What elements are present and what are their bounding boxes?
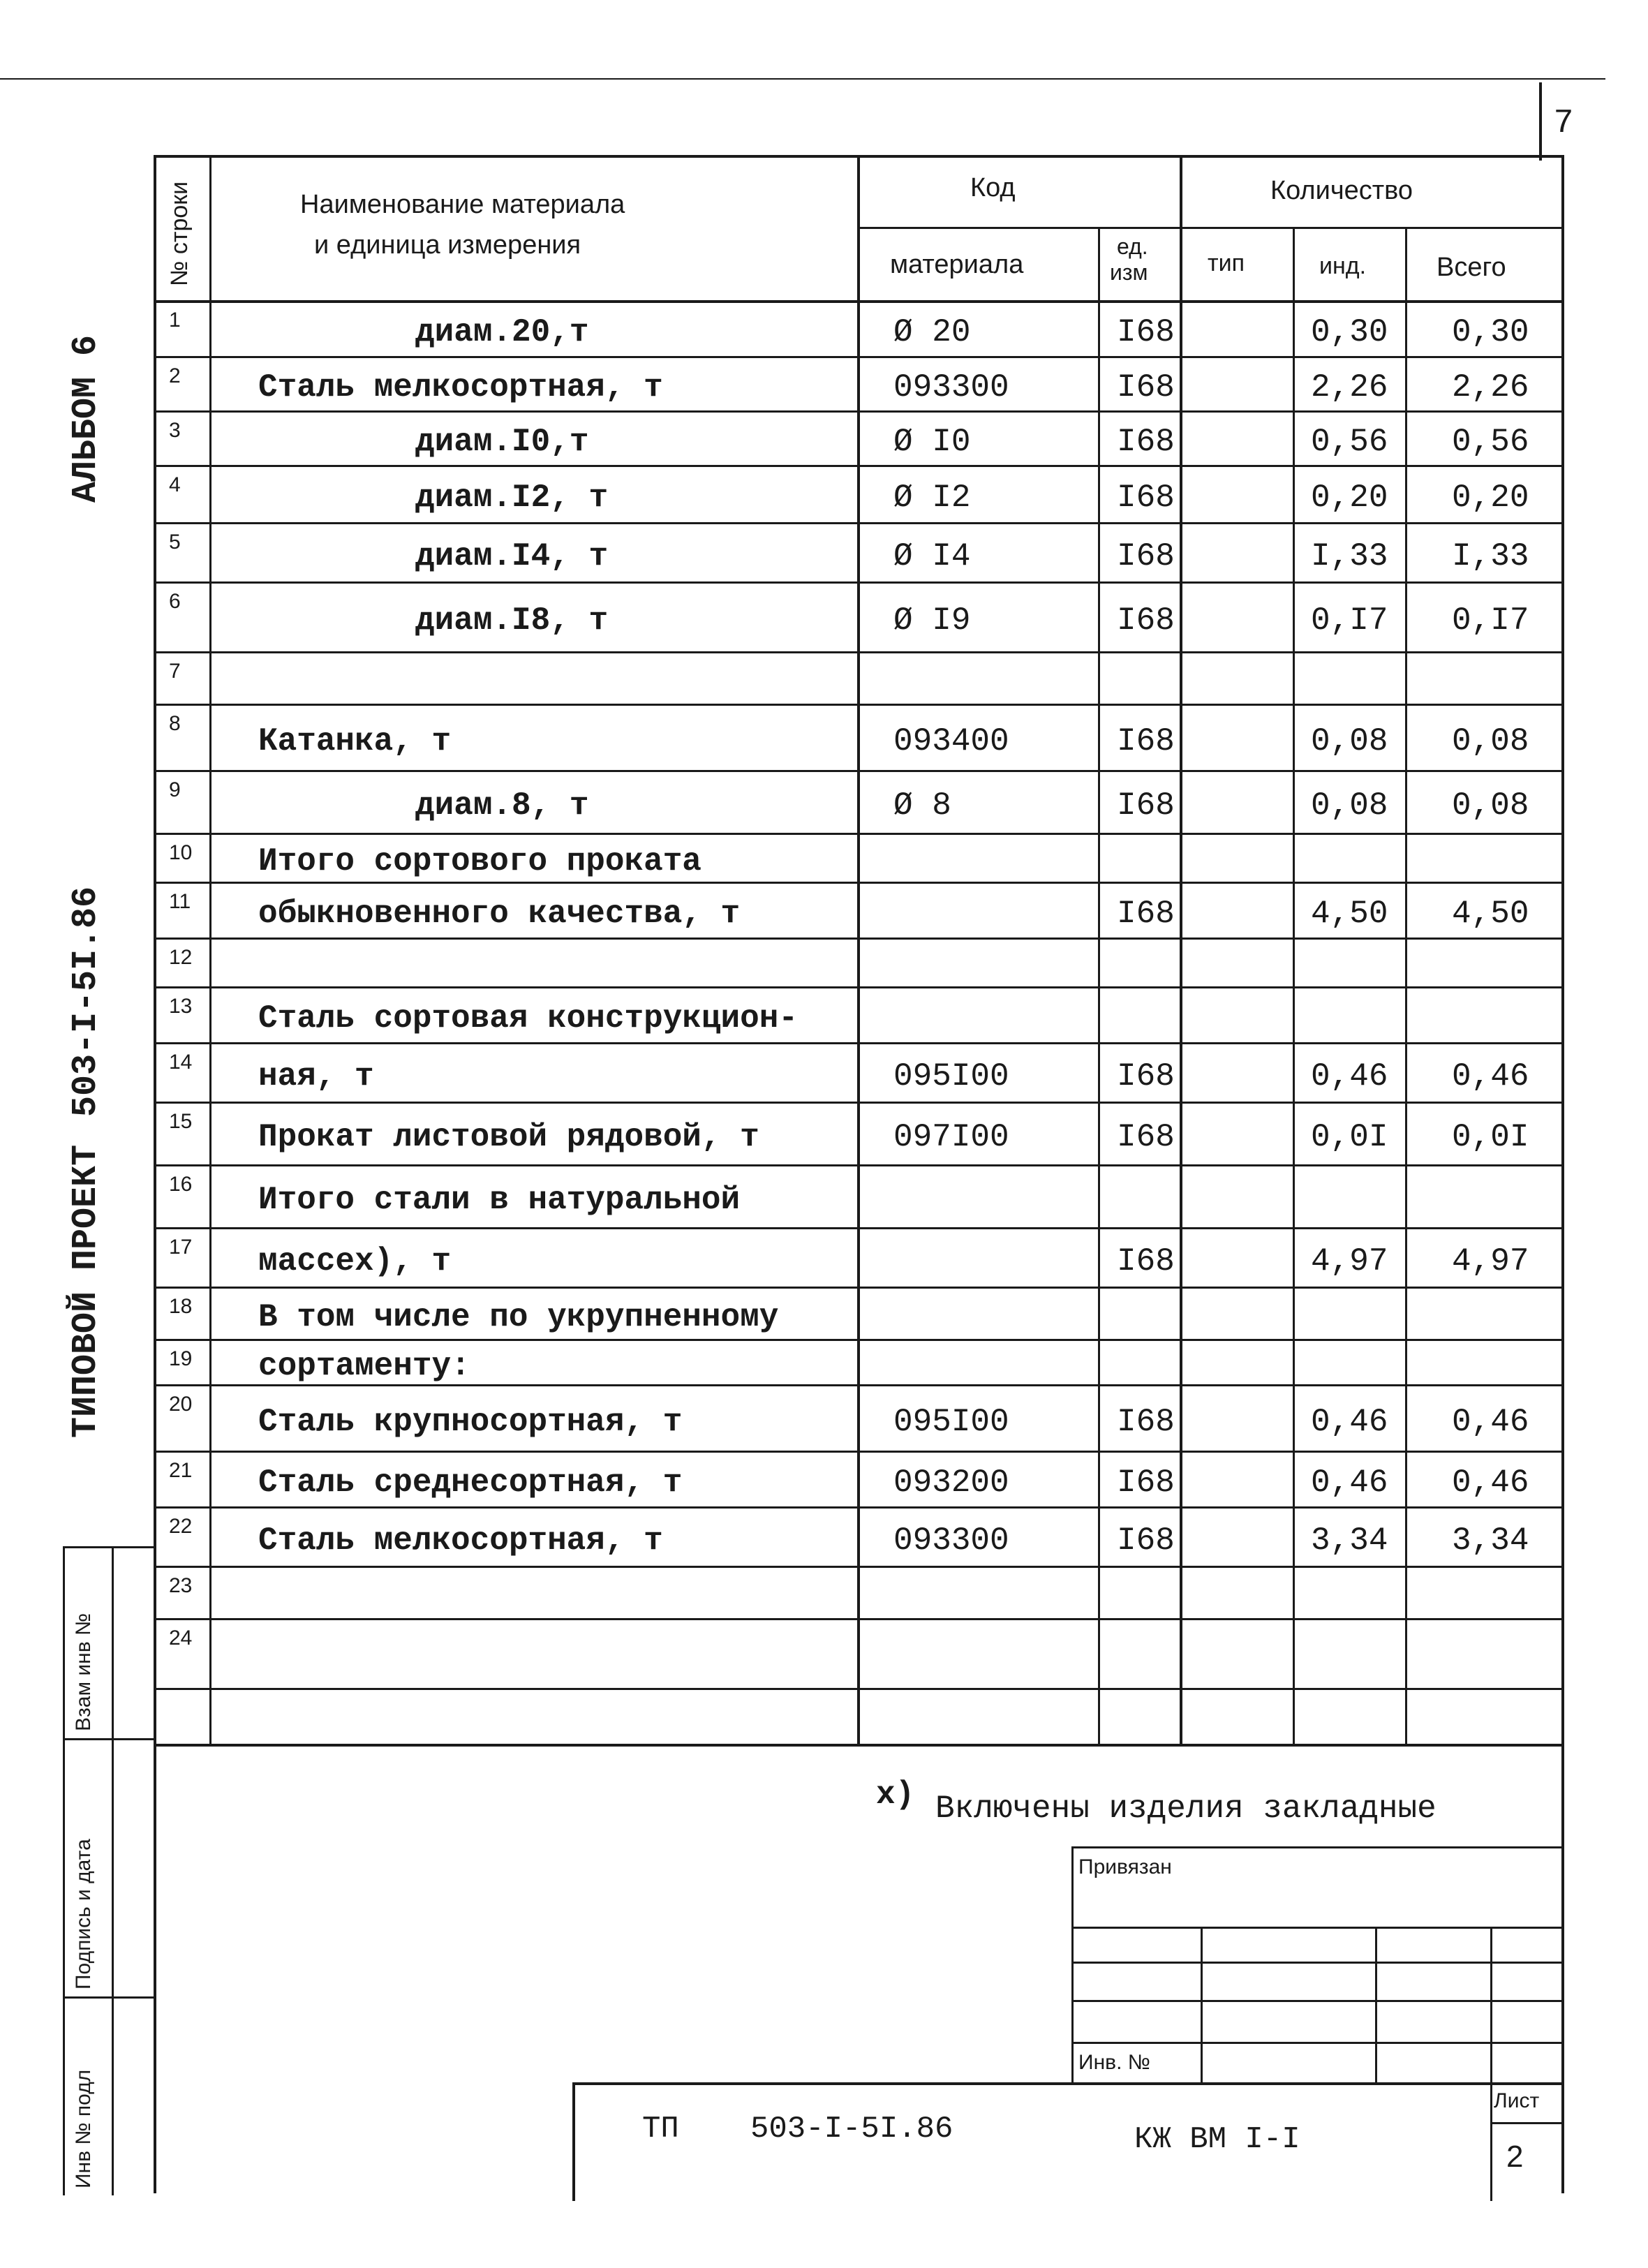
row-unit: I68 [1117,314,1175,350]
footnote-text: Включены изделия закладные [935,1791,1437,1827]
tp-label: ТП [642,2112,679,2147]
row-material-code: 097I00 [893,1119,1009,1155]
row-total: 0,0I [1452,1119,1529,1155]
row-ind: 0,46 [1311,1058,1388,1095]
row-number: 24 [169,1626,193,1650]
row-ind: 0,0I [1311,1119,1388,1155]
name-header-line1: Наименование материала [300,190,625,219]
row-name: Сталь среднесортная, т [258,1465,683,1501]
row-total: 3,34 [1452,1522,1529,1559]
row-material-code: 095I00 [893,1058,1009,1095]
row-ind: 2,26 [1311,369,1388,406]
footnote-marker: x) [876,1777,915,1813]
row-number: 8 [169,712,181,735]
quantity-header: Количество [1270,176,1413,205]
row-number: 4 [169,473,181,496]
row-name: обыкновенного качества, т [258,896,741,932]
row-material-code: Ø 20 [893,314,971,350]
row-number: 19 [169,1347,193,1370]
privyazan-label: Привязан [1078,1855,1172,1878]
row-total: 0,I7 [1452,602,1529,639]
row-material-code: 093400 [893,723,1009,759]
row-total: 4,50 [1452,896,1529,932]
row-total: 0,20 [1452,480,1529,516]
row-number: 13 [169,995,193,1018]
page-number: 7 [1553,105,1574,142]
name-header-line2: и единица измерения [314,230,581,260]
row-unit: I68 [1117,538,1175,575]
row-number: 10 [169,841,193,864]
row-ind: 0,08 [1311,787,1388,824]
row-material-code: Ø 8 [893,787,951,824]
row-material-code: 093200 [893,1465,1009,1501]
row-number: 14 [169,1051,193,1074]
ind-header: инд. [1319,253,1367,279]
row-name: Прокат листовой рядовой, т [258,1119,759,1155]
row-total: 0,46 [1452,1404,1529,1440]
row-total: 0,30 [1452,314,1529,350]
row-ind: 0,I7 [1311,602,1388,639]
row-unit: I68 [1117,1404,1175,1440]
row-material-code: Ø I0 [893,424,971,460]
total-header: Всего [1437,253,1506,282]
row-number: 9 [169,778,181,801]
row-material-code: Ø I9 [893,602,971,639]
project-code-label: 503-I-5I.86 [66,886,106,1117]
row-material-code: Ø I4 [893,538,971,575]
row-name: диам.20,т [415,314,589,350]
row-total: I,33 [1452,538,1529,575]
row-material-code: 093300 [893,369,1009,406]
type-header: тип [1208,250,1245,276]
row-total: 2,26 [1452,369,1529,406]
sheet-number: 2 [1506,2140,1524,2174]
row-material-code: Ø I2 [893,480,971,516]
row-unit: I68 [1117,787,1175,824]
inv-no-label: Инв. № [1078,2051,1150,2074]
row-total: 0,08 [1452,787,1529,824]
row-total: 0,08 [1452,723,1529,759]
row-name: В том числе по укрупненному [258,1299,779,1335]
row-unit: I68 [1117,424,1175,460]
signature-date-label: Подпись и дата [72,1839,95,1989]
row-unit: I68 [1117,896,1175,932]
row-unit: I68 [1117,369,1175,406]
top-rule [0,78,1605,80]
row-name: сортаменту: [258,1348,470,1384]
row-ind: 4,50 [1311,896,1388,932]
row-number: 6 [169,590,181,613]
row-ind: 0,46 [1311,1465,1388,1501]
row-number: 22 [169,1515,193,1538]
table-bottom [154,1744,1564,1747]
vzam-inv-label: Взам инв № [72,1613,95,1731]
row-no-header: № строки [166,181,193,286]
row-ind: 0,30 [1311,314,1388,350]
row-ind: 0,20 [1311,480,1388,516]
row-ind: 0,56 [1311,424,1388,460]
frame-left [154,155,156,2193]
row-number: 17 [169,1236,193,1259]
row-number: 20 [169,1393,193,1416]
material-header: материала [890,250,1024,279]
row-total: 4,97 [1452,1243,1529,1280]
unit-header-line1: ед. [1117,234,1148,259]
row-number: 5 [169,531,181,554]
row-unit: I68 [1117,1058,1175,1095]
row-name: Катанка, т [258,723,452,759]
row-total: 0,46 [1452,1058,1529,1095]
row-unit: I68 [1117,723,1175,759]
album-label: АЛЬБОМ 6 [66,334,106,503]
tp-code: 503-I-5I.86 [750,2112,953,2147]
row-ind: 0,08 [1311,723,1388,759]
row-ind: 4,97 [1311,1243,1388,1280]
row-unit: I68 [1117,480,1175,516]
row-name: диам.I8, т [415,602,609,639]
row-number: 21 [169,1459,193,1482]
row-material-code: 093300 [893,1522,1009,1559]
row-number: 11 [169,890,191,913]
row-name: Сталь мелкосортная, т [258,369,663,406]
row-name: Сталь мелкосортная, т [258,1522,663,1559]
row-unit: I68 [1117,1465,1175,1501]
row-name: Сталь крупносортная, т [258,1404,683,1440]
row-name: массеx), т [258,1243,452,1280]
sheet-label: Лист [1494,2089,1540,2112]
code-header: Код [970,173,1016,202]
row-ind: I,33 [1311,538,1388,575]
frame-right [1561,155,1564,2193]
row-ind: 0,46 [1311,1404,1388,1440]
row-number: 23 [169,1574,193,1597]
row-number: 2 [169,364,181,387]
row-name: диам.8, т [415,787,589,824]
row-name: диам.I4, т [415,538,609,575]
row-unit: I68 [1117,1243,1175,1280]
row-number: 3 [169,419,181,442]
project-type-label: ТИПОВОЙ ПРОЕКТ [66,1144,106,1438]
inv-podl-label: Инв № подл [72,2069,95,2188]
row-number: 7 [169,660,181,683]
row-unit: I68 [1117,1522,1175,1559]
row-number: 16 [169,1173,193,1196]
row-unit: I68 [1117,602,1175,639]
row-material-code: 095I00 [893,1404,1009,1440]
row-name: диам.I0,т [415,424,589,460]
row-name: Сталь сортовая конструкцион- [258,1000,798,1037]
doc-code: КЖ ВМ I-I [1134,2122,1300,2157]
row-number: 18 [169,1295,193,1318]
row-total: 0,46 [1452,1465,1529,1501]
row-number: 1 [169,309,181,332]
row-unit: I68 [1117,1119,1175,1155]
row-number: 15 [169,1110,193,1133]
row-ind: 3,34 [1311,1522,1388,1559]
unit-header-line2: изм [1110,260,1148,285]
row-name: диам.I2, т [415,480,609,516]
row-number: 12 [169,946,193,969]
row-name: ная, т [258,1058,374,1095]
row-total: 0,56 [1452,424,1529,460]
row-name: Итого стали в натуральной [258,1182,741,1218]
row-name: Итого сортового проката [258,843,701,880]
